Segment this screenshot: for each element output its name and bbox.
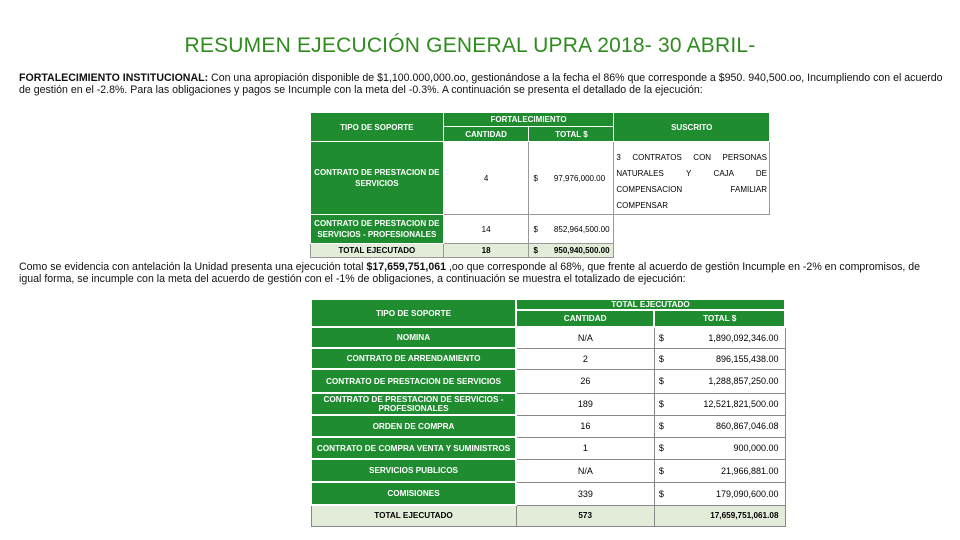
row-tipo: COMISIONES [311, 482, 516, 505]
row-cantidad: N/A [516, 327, 654, 348]
row-cantidad: 16 [516, 415, 654, 437]
total-label: TOTAL EJECUTADO [311, 505, 516, 526]
row-total [654, 348, 785, 369]
row-tipo: SERVICIOS PUBLICOS [311, 459, 516, 482]
row-total-value: 12,521,821,500.00 [703, 399, 779, 409]
row-cantidad: 14 [443, 215, 529, 244]
table-row [311, 437, 785, 459]
currency-symbol: $ [658, 421, 664, 431]
row-cantidad: N/A [516, 459, 654, 482]
row-total [654, 459, 785, 482]
header-total-ejecutado: TOTAL EJECUTADO [516, 299, 785, 310]
page-title: RESUMEN EJECUCIÓN GENERAL UPRA 2018- 30 ABRIL- [184, 34, 756, 57]
header-tipo-soporte: TIPO DE SOPORTE [311, 299, 516, 327]
total-cantidad: 573 [516, 505, 654, 526]
paragraph-text: Con una apropiación disponible de $1,100.000,000.oo, gestionándose a la fecha el 86% que corresponde a $950. 940,500.oo, Incumpliendo con el acuerdo de gestión en el -2.8%. Para las obligaciones y pagos se Incumple con la meta del -0.3%. A continuación se presenta el detallado de la ejecución: [19, 72, 943, 96]
table-row [311, 482, 785, 505]
row-tipo: ORDEN DE COMPRA [311, 415, 516, 437]
row-tipo: CONTRATO DE PRESTACION DE SERVICIOS - PROFESIONALES [311, 393, 516, 415]
currency-symbol: $ [533, 173, 538, 183]
table-row [311, 215, 770, 244]
row-total [529, 215, 614, 244]
currency-symbol: $ [658, 399, 664, 409]
row-cantidad: 2 [516, 348, 654, 369]
table-row [311, 369, 785, 393]
total-label: TOTAL EJECUTADO [311, 244, 444, 258]
row-total-value: 1,288,857,250.00 [708, 376, 779, 386]
currency-symbol: $ [533, 224, 538, 234]
currency-symbol: $ [658, 353, 664, 364]
row-total-value: 21,966,881.00 [720, 465, 779, 476]
row-tipo: CONTRATO DE COMPRA VENTA Y SUMINISTROS [311, 437, 516, 459]
row-total [654, 393, 785, 415]
row-total-value: 860,867,046.08 [715, 421, 779, 431]
header-cantidad: CANTIDAD [443, 127, 529, 142]
row-total [654, 327, 785, 348]
row-total-value: 179,090,600.00 [715, 488, 779, 499]
row-cantidad: 26 [516, 369, 654, 393]
total-value-text: 950,940,500.00 [553, 246, 610, 255]
row-cantidad: 189 [516, 393, 654, 415]
row-total [529, 142, 614, 215]
row-total-value: 896,155,438.00 [715, 353, 779, 364]
row-tipo: CONTRATO DE ARRENDAMIENTO [311, 348, 516, 369]
row-total [654, 415, 785, 437]
paragraph-text-after: ,oo que corresponde al 68%, que frente al acuerdo de gestión Incumple en -2% en compromisos, de igual forma, se incumple con la meta del acuerdo de gestión con el -1% de obligaciones, a continuación se muestra el totalizado de ejecución: [19, 261, 921, 285]
currency-symbol: $ [658, 443, 664, 453]
row-total-value: 900,000.00 [733, 443, 779, 453]
row-total-value: 1,890,092,346.00 [708, 332, 779, 343]
header-fortalecimiento: FORTALECIMIENTO [443, 113, 614, 127]
row-total-value: 97,976,000.00 [553, 173, 606, 183]
paragraph-fortalecimiento [19, 73, 944, 96]
row-cantidad: 339 [516, 482, 654, 505]
paragraph-amount: $17,659,751,061 [366, 261, 446, 273]
table-row [311, 459, 785, 482]
row-total [654, 482, 785, 505]
row-total [654, 437, 785, 459]
row-suscrito: 3 CONTRATOS CON PERSONAS NATURALES Y CAJA DE COMPENSACION FAMILIAR COMPENSAR [614, 142, 770, 215]
row-total-value: 852,964,500.00 [553, 224, 610, 234]
paragraph-text-before: Como se evidencia con antelación la Unidad presenta una ejecución total [19, 261, 367, 273]
row-tipo: CONTRATO DE PRESTACION DE SERVICIOS - PROFESIONALES [311, 215, 444, 244]
currency-symbol: $ [658, 465, 664, 476]
total-value [529, 244, 614, 258]
header-total: TOTAL $ [654, 310, 785, 327]
total-ejecutado-table [310, 298, 786, 527]
paragraph-lead: FORTALECIMIENTO INSTITUCIONAL: [19, 72, 209, 84]
row-tipo: CONTRATO DE PRESTACION DE SERVICIOS [311, 369, 516, 393]
currency-symbol: $ [658, 376, 664, 386]
table-row [311, 348, 785, 369]
total-row [311, 244, 770, 258]
row-tipo: CONTRATO DE PRESTACION DE SERVICIOS [311, 142, 444, 215]
table-row [311, 142, 770, 215]
row-total [654, 369, 785, 393]
currency-symbol: $ [658, 488, 664, 499]
total-cantidad: 18 [443, 244, 529, 258]
fortalecimiento-table [310, 112, 770, 258]
table-row [311, 415, 785, 437]
row-cantidad: 1 [516, 437, 654, 459]
table-row [311, 393, 785, 415]
row-tipo: NOMINA [311, 327, 516, 348]
header-cantidad: CANTIDAD [516, 310, 654, 327]
header-tipo-soporte: TIPO DE SOPORTE [311, 113, 444, 142]
total-row [311, 505, 785, 526]
paragraph-ejecucion [19, 262, 944, 285]
table-row [311, 327, 785, 348]
row-cantidad: 4 [443, 142, 529, 215]
header-total: TOTAL $ [529, 127, 614, 142]
header-suscrito: SUSCRITO [614, 113, 770, 142]
currency-symbol: $ [658, 332, 664, 343]
currency-symbol: $ [533, 246, 538, 255]
total-value: 17,659,751,061.08 [654, 505, 785, 526]
